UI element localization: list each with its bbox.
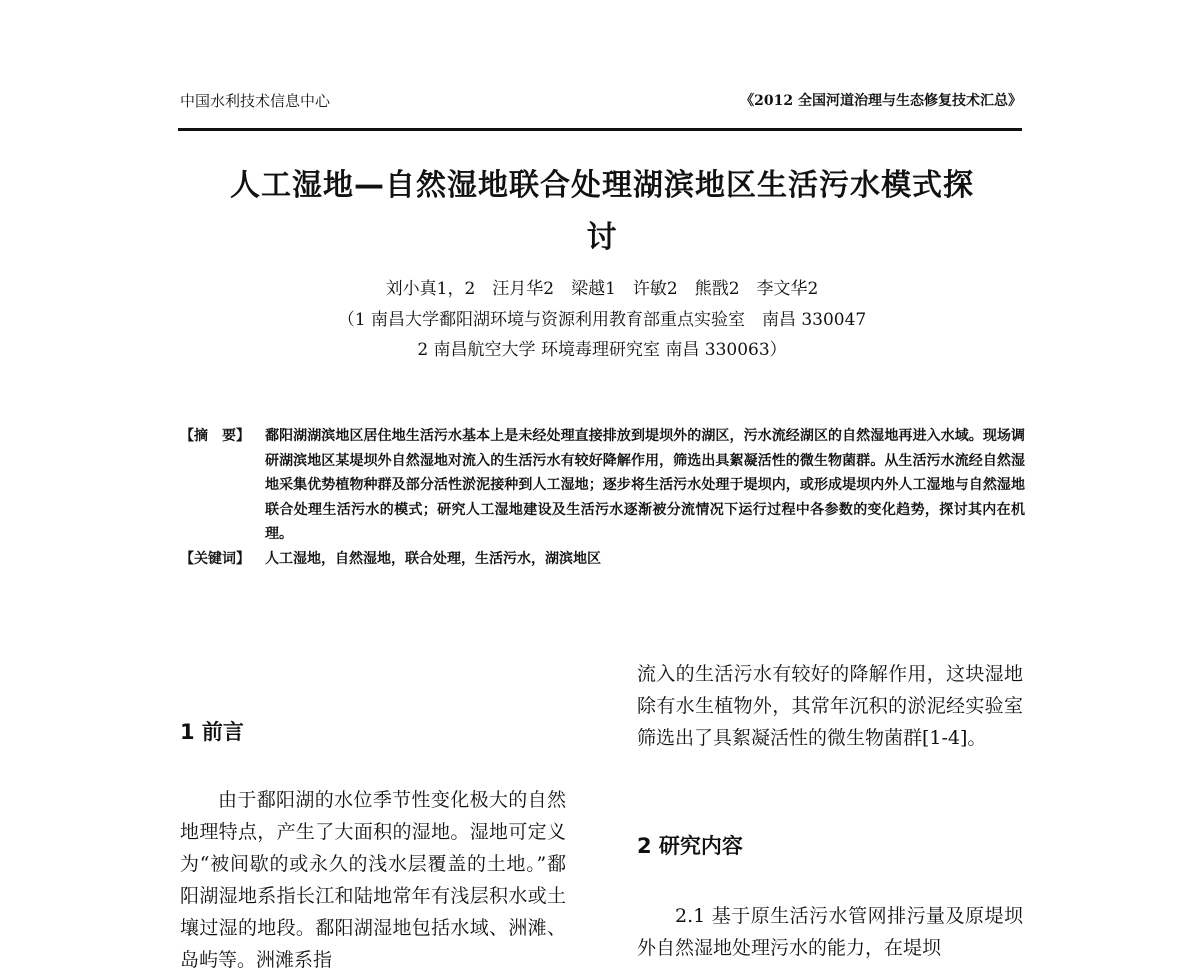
section-heading-1: 1 前言 [180,720,244,744]
paper-title-cont: 讨 [586,220,618,255]
header-rule [178,128,1022,131]
abstract-label: 【摘 要】 [180,428,250,444]
keywords-text: 人工湿地，自然湿地，联合处理，生活污水，湖滨地区 [265,550,601,567]
right-paragraph-1: 流入的生活污水有较好的降解作用，这块湿地除有水生植物外，其常年沉积的淤泥经实验室筛选出了具絮凝活性的微生物菌群[1-4]。 [637,663,1023,749]
abstract [180,424,1025,571]
left-paragraph: 由于鄱阳湖的水位季节性变化极大的自然地理特点，产生了大面积的湿地。湿地可定义为“被间歇的或永久的浅水层覆盖的土地。”鄱阳湖湿地系指长江和陆地常年有浅层积水或土壤过湿的地段。鄱阳湖湿地包括水域、洲滩、岛屿等。洲滩系指 [180,789,566,971]
affiliation-2: 2 南昌航空大学 环境毒理研究室 南昌 330063） [417,340,787,360]
header-source: 中国水利技术信息中心 [180,92,331,110]
right-paragraph-2: 2.1 基于原生活污水管网排污量及原堤坝外自然湿地处理污水的能力，在堤坝 [637,905,1023,959]
section-heading-2: 2 研究内容 [637,834,743,858]
header-collection: 《2012 全国河道治理与生态修复技术汇总》 [740,93,1022,109]
keywords-label: 【关键词】 [180,550,250,567]
affiliation-1: （1 南昌大学鄱阳湖环境与资源利用教育部重点实验室 南昌 330047 [337,310,867,330]
authors: 刘小真1，2 汪月华2 梁越1 许敏2 熊戬2 李文华2 [385,279,819,299]
abstract-text: 鄱阳湖湖滨地区居住地生活污水基本上是未经处理直接排放到堤坝外的湖区，污水流经湖区的自然湿地再进入水域。现场调研湖滨地区某堤坝外自然湿地对流入的生活污水有较好降解作用，筛选出具絮凝活性的微生物菌群。从生活污水流经自然湿地采集优势植物种群及部分活性淤泥接种到人工湿地；逐步将生活污水处理于堤坝内，或形成堤坝内外人工湿地与自然湿地联合处理生活污水的模式；研究人工湿地建设及生活污水逐渐被分流情况下运行过程中各参数的变化趋势，探讨其内在机理。 [265,428,1025,542]
paper-title: 人工湿地—自然湿地联合处理湖滨地区生活污水模式探 [230,168,974,203]
